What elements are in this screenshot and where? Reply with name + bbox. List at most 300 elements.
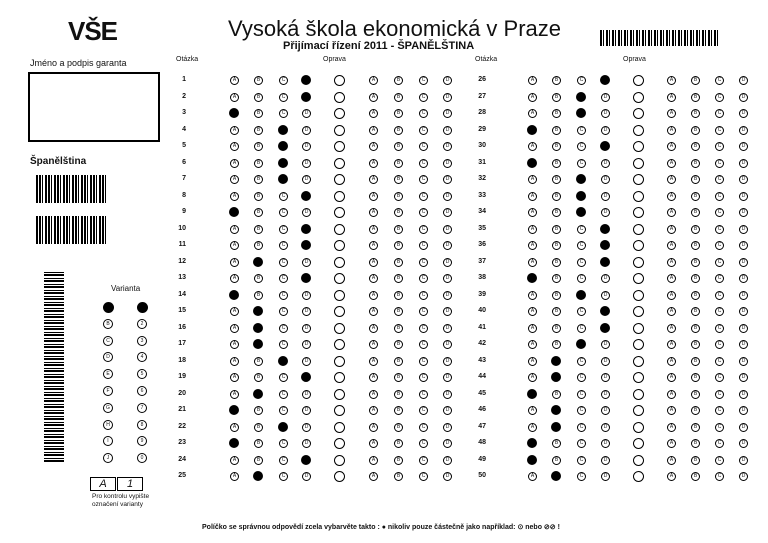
answer-bubble-c[interactable]: C [279,192,288,201]
answer-bubble-c[interactable] [576,339,586,349]
correction-bubble-b[interactable]: B [691,241,700,250]
answer-bubble-d[interactable]: D [302,291,311,300]
correction-circle[interactable] [334,339,345,350]
correction-bubble-b[interactable]: B [394,357,403,366]
correction-bubble-c[interactable]: C [715,76,724,85]
answer-bubble-d[interactable]: D [601,274,610,283]
correction-bubble-d[interactable]: D [443,175,452,184]
answer-bubble-c[interactable]: C [577,258,586,267]
answer-bubble-a[interactable]: A [230,357,239,366]
answer-bubble-a[interactable]: A [528,109,537,118]
answer-bubble-a[interactable]: A [230,456,239,465]
answer-bubble-a[interactable] [527,158,537,168]
correction-bubble-a[interactable]: A [667,192,676,201]
correction-bubble-d[interactable]: D [739,208,748,217]
correction-bubble-b[interactable]: B [691,76,700,85]
correction-bubble-d[interactable]: D [739,175,748,184]
answer-bubble-a[interactable] [527,125,537,135]
answer-bubble-a[interactable] [527,455,537,465]
answer-bubble-c[interactable]: C [279,258,288,267]
correction-bubble-b[interactable]: B [691,423,700,432]
answer-bubble-b[interactable]: B [552,291,561,300]
correction-bubble-d[interactable]: D [739,456,748,465]
correction-bubble-b[interactable]: B [394,423,403,432]
correction-bubble-c[interactable]: C [715,175,724,184]
answer-bubble-d[interactable]: D [601,340,610,349]
correction-bubble-a[interactable]: A [369,208,378,217]
answer-bubble-d[interactable] [600,224,610,234]
correction-bubble-c[interactable]: C [419,340,428,349]
correction-bubble-c[interactable]: C [715,307,724,316]
answer-bubble-b[interactable]: B [254,109,263,118]
correction-bubble-c[interactable]: C [715,93,724,102]
answer-bubble-c[interactable]: C [577,324,586,333]
answer-bubble-b[interactable]: B [254,159,263,168]
answer-bubble-b[interactable]: B [254,373,263,382]
answer-bubble-b[interactable]: B [254,423,263,432]
answer-bubble-a[interactable]: A [230,142,239,151]
correction-bubble-c[interactable]: C [419,439,428,448]
correction-bubble-d[interactable]: D [739,357,748,366]
correction-bubble-a[interactable]: A [667,175,676,184]
correction-bubble-b[interactable]: B [691,192,700,201]
correction-bubble-a[interactable]: A [667,472,676,481]
correction-bubble-a[interactable]: A [369,373,378,382]
correction-bubble-b[interactable]: B [691,274,700,283]
answer-bubble-d[interactable]: D [302,406,311,415]
correction-bubble-c[interactable]: C [715,208,724,217]
answer-bubble-c[interactable]: C [279,291,288,300]
correction-bubble-d[interactable]: D [443,456,452,465]
answer-bubble-b[interactable] [253,323,263,333]
correction-circle[interactable] [334,372,345,383]
answer-bubble-b[interactable]: B [254,241,263,250]
answer-bubble-a[interactable] [527,389,537,399]
correction-bubble-c[interactable]: C [419,258,428,267]
correction-bubble-b[interactable]: B [691,126,700,135]
answer-bubble-d[interactable] [600,323,610,333]
answer-bubble-c[interactable] [278,125,288,135]
answer-bubble-d[interactable]: D [601,390,610,399]
correction-bubble-c[interactable]: C [715,357,724,366]
correction-circle[interactable] [334,125,345,136]
correction-bubble-d[interactable]: D [443,357,452,366]
correction-circle[interactable] [334,257,345,268]
correction-bubble-a[interactable]: A [369,423,378,432]
correction-bubble-a[interactable]: A [369,390,378,399]
answer-bubble-a[interactable]: A [230,192,239,201]
correction-bubble-d[interactable]: D [739,258,748,267]
correction-circle[interactable] [633,257,644,268]
correction-bubble-b[interactable]: B [394,307,403,316]
correction-bubble-d[interactable]: D [443,472,452,481]
answer-bubble-a[interactable] [229,207,239,217]
correction-bubble-c[interactable]: C [715,406,724,415]
correction-bubble-a[interactable]: A [667,159,676,168]
variant-digit-bubble[interactable]: 3 [137,336,147,346]
correction-bubble-b[interactable]: B [394,175,403,184]
answer-bubble-d[interactable]: D [302,423,311,432]
correction-bubble-b[interactable]: B [394,192,403,201]
correction-bubble-d[interactable]: D [443,373,452,382]
correction-bubble-d[interactable]: D [443,208,452,217]
answer-bubble-a[interactable]: A [528,93,537,102]
correction-bubble-d[interactable]: D [443,423,452,432]
correction-bubble-a[interactable]: A [667,258,676,267]
correction-circle[interactable] [633,92,644,103]
correction-bubble-b[interactable]: B [394,406,403,415]
answer-bubble-a[interactable]: A [528,340,537,349]
correction-circle[interactable] [334,207,345,218]
correction-circle[interactable] [334,174,345,185]
correction-bubble-c[interactable]: C [715,109,724,118]
correction-circle[interactable] [633,240,644,251]
answer-bubble-b[interactable] [551,356,561,366]
answer-bubble-c[interactable]: C [577,76,586,85]
answer-bubble-c[interactable]: C [279,406,288,415]
correction-bubble-b[interactable]: B [394,76,403,85]
answer-bubble-c[interactable]: C [279,472,288,481]
answer-bubble-c[interactable]: C [577,373,586,382]
answer-bubble-c[interactable]: C [577,390,586,399]
answer-bubble-b[interactable]: B [552,208,561,217]
answer-bubble-b[interactable]: B [254,357,263,366]
correction-bubble-b[interactable]: B [394,93,403,102]
correction-bubble-a[interactable]: A [667,208,676,217]
answer-bubble-c[interactable] [278,422,288,432]
correction-bubble-c[interactable]: C [715,142,724,151]
answer-bubble-c[interactable] [576,174,586,184]
correction-bubble-d[interactable]: D [739,126,748,135]
correction-bubble-a[interactable]: A [369,274,378,283]
answer-bubble-a[interactable]: A [528,324,537,333]
variant-letter-bubble[interactable]: I [103,436,113,446]
correction-bubble-c[interactable]: C [715,324,724,333]
correction-bubble-d[interactable]: D [739,423,748,432]
correction-bubble-a[interactable]: A [667,423,676,432]
answer-bubble-b[interactable]: B [552,439,561,448]
correction-bubble-c[interactable]: C [419,241,428,250]
correction-bubble-c[interactable]: C [419,274,428,283]
correction-bubble-a[interactable]: A [369,109,378,118]
correction-circle[interactable] [633,224,644,235]
correction-bubble-a[interactable]: A [369,324,378,333]
answer-bubble-a[interactable]: A [230,126,239,135]
answer-bubble-b[interactable]: B [254,76,263,85]
answer-bubble-c[interactable]: C [279,373,288,382]
answer-bubble-a[interactable]: A [230,93,239,102]
answer-bubble-a[interactable]: A [230,159,239,168]
answer-bubble-c[interactable] [278,141,288,151]
answer-bubble-a[interactable]: A [230,241,239,250]
answer-bubble-b[interactable]: B [254,225,263,234]
correction-bubble-c[interactable]: C [715,472,724,481]
answer-bubble-c[interactable]: C [577,423,586,432]
answer-bubble-d[interactable]: D [302,159,311,168]
correction-bubble-b[interactable]: B [691,225,700,234]
correction-bubble-a[interactable]: A [667,76,676,85]
correction-bubble-c[interactable]: C [715,340,724,349]
answer-bubble-b[interactable]: B [254,192,263,201]
answer-bubble-a[interactable]: A [528,307,537,316]
correction-bubble-a[interactable]: A [369,76,378,85]
answer-bubble-b[interactable]: B [552,109,561,118]
correction-bubble-d[interactable]: D [739,472,748,481]
answer-bubble-b[interactable]: B [552,307,561,316]
correction-bubble-a[interactable]: A [667,456,676,465]
variant-digit-bubble[interactable]: 4 [137,352,147,362]
answer-bubble-b[interactable]: B [254,274,263,283]
correction-bubble-c[interactable]: C [419,225,428,234]
correction-bubble-d[interactable]: D [739,390,748,399]
answer-bubble-a[interactable]: A [528,357,537,366]
answer-bubble-b[interactable] [551,471,561,481]
correction-bubble-c[interactable]: C [715,423,724,432]
correction-bubble-c[interactable]: C [715,225,724,234]
variant-box-letter[interactable]: A [90,477,116,491]
answer-bubble-c[interactable]: C [577,142,586,151]
correction-circle[interactable] [334,422,345,433]
correction-bubble-c[interactable]: C [419,126,428,135]
correction-bubble-c[interactable]: C [419,76,428,85]
correction-bubble-d[interactable]: D [739,373,748,382]
variant-letter-bubble[interactable]: E [103,369,113,379]
answer-bubble-b[interactable]: B [552,456,561,465]
answer-bubble-c[interactable]: C [279,324,288,333]
answer-bubble-b[interactable]: B [552,340,561,349]
answer-bubble-d[interactable] [600,240,610,250]
answer-bubble-a[interactable]: A [528,406,537,415]
correction-bubble-c[interactable]: C [715,126,724,135]
correction-circle[interactable] [334,290,345,301]
answer-bubble-d[interactable] [301,224,311,234]
answer-bubble-c[interactable]: C [279,241,288,250]
answer-bubble-a[interactable]: A [528,208,537,217]
variant-letter-bubble[interactable]: F [103,386,113,396]
correction-bubble-c[interactable]: C [715,390,724,399]
answer-bubble-a[interactable] [229,108,239,118]
correction-bubble-d[interactable]: D [443,76,452,85]
correction-bubble-c[interactable]: C [419,291,428,300]
correction-bubble-b[interactable]: B [691,109,700,118]
answer-bubble-d[interactable]: D [302,258,311,267]
correction-bubble-c[interactable]: C [419,208,428,217]
correction-bubble-c[interactable]: C [715,258,724,267]
answer-bubble-d[interactable]: D [601,291,610,300]
answer-bubble-c[interactable]: C [577,439,586,448]
correction-circle[interactable] [334,438,345,449]
variant-digit-bubble[interactable]: 7 [137,403,147,413]
correction-circle[interactable] [633,339,644,350]
correction-bubble-b[interactable]: B [691,357,700,366]
answer-bubble-a[interactable]: A [230,225,239,234]
answer-bubble-d[interactable]: D [302,324,311,333]
answer-bubble-b[interactable] [253,389,263,399]
correction-bubble-d[interactable]: D [739,307,748,316]
answer-bubble-a[interactable]: A [528,423,537,432]
answer-bubble-d[interactable] [301,191,311,201]
answer-bubble-c[interactable] [576,108,586,118]
answer-bubble-c[interactable]: C [577,357,586,366]
answer-bubble-b[interactable] [253,471,263,481]
correction-circle[interactable] [633,75,644,86]
correction-bubble-a[interactable]: A [667,390,676,399]
correction-bubble-b[interactable]: B [394,109,403,118]
correction-bubble-a[interactable]: A [667,241,676,250]
answer-bubble-d[interactable]: D [302,472,311,481]
answer-bubble-d[interactable]: D [601,192,610,201]
variant-digit-bubble[interactable]: 9 [137,436,147,446]
variant-letter-bubble[interactable]: B [103,319,113,329]
correction-circle[interactable] [334,471,345,482]
answer-bubble-d[interactable] [600,306,610,316]
correction-bubble-c[interactable]: C [419,307,428,316]
correction-bubble-d[interactable]: D [443,241,452,250]
answer-bubble-c[interactable]: C [577,241,586,250]
correction-circle[interactable] [334,75,345,86]
correction-bubble-d[interactable]: D [443,291,452,300]
correction-circle[interactable] [334,405,345,416]
answer-bubble-a[interactable] [229,438,239,448]
correction-bubble-b[interactable]: B [394,159,403,168]
answer-bubble-d[interactable]: D [302,126,311,135]
answer-bubble-a[interactable]: A [230,307,239,316]
correction-bubble-d[interactable]: D [443,340,452,349]
correction-bubble-d[interactable]: D [443,109,452,118]
answer-bubble-d[interactable]: D [601,373,610,382]
answer-bubble-a[interactable] [229,405,239,415]
answer-bubble-a[interactable]: A [528,291,537,300]
answer-bubble-a[interactable] [527,438,537,448]
correction-circle[interactable] [334,323,345,334]
correction-circle[interactable] [633,108,644,119]
correction-bubble-c[interactable]: C [419,142,428,151]
correction-bubble-d[interactable]: D [443,159,452,168]
correction-circle[interactable] [633,471,644,482]
answer-bubble-a[interactable]: A [528,192,537,201]
correction-bubble-d[interactable]: D [443,126,452,135]
answer-bubble-c[interactable]: C [279,439,288,448]
correction-bubble-c[interactable]: C [419,423,428,432]
answer-bubble-b[interactable]: B [552,324,561,333]
correction-bubble-b[interactable]: B [394,142,403,151]
answer-bubble-c[interactable] [278,158,288,168]
correction-bubble-c[interactable]: C [419,159,428,168]
answer-bubble-b[interactable]: B [552,241,561,250]
answer-bubble-c[interactable]: C [279,109,288,118]
correction-bubble-a[interactable]: A [369,192,378,201]
answer-bubble-c[interactable]: C [279,456,288,465]
answer-bubble-a[interactable]: A [230,274,239,283]
correction-bubble-d[interactable]: D [739,76,748,85]
correction-circle[interactable] [633,141,644,152]
answer-bubble-d[interactable] [600,75,610,85]
correction-bubble-c[interactable]: C [419,93,428,102]
answer-bubble-a[interactable]: A [528,472,537,481]
variant-letter-bubble[interactable]: J [103,453,113,463]
answer-bubble-d[interactable]: D [302,340,311,349]
answer-bubble-b[interactable]: B [254,126,263,135]
answer-bubble-a[interactable]: A [230,76,239,85]
correction-circle[interactable] [334,92,345,103]
correction-bubble-d[interactable]: D [443,274,452,283]
correction-bubble-b[interactable]: B [691,324,700,333]
answer-bubble-b[interactable] [253,306,263,316]
answer-bubble-a[interactable]: A [230,423,239,432]
answer-bubble-a[interactable] [527,273,537,283]
correction-bubble-d[interactable]: D [739,340,748,349]
correction-bubble-d[interactable]: D [739,324,748,333]
correction-bubble-b[interactable]: B [691,208,700,217]
correction-bubble-c[interactable]: C [715,456,724,465]
answer-bubble-d[interactable] [600,141,610,151]
answer-bubble-d[interactable]: D [302,175,311,184]
answer-bubble-c[interactable]: C [577,307,586,316]
answer-bubble-a[interactable]: A [528,175,537,184]
correction-bubble-c[interactable]: C [419,373,428,382]
correction-bubble-b[interactable]: B [394,456,403,465]
answer-bubble-b[interactable]: B [552,76,561,85]
correction-circle[interactable] [334,224,345,235]
correction-bubble-a[interactable]: A [369,340,378,349]
correction-bubble-c[interactable]: C [419,390,428,399]
answer-bubble-d[interactable]: D [601,93,610,102]
correction-bubble-a[interactable]: A [667,439,676,448]
answer-bubble-b[interactable] [551,372,561,382]
correction-bubble-d[interactable]: D [739,93,748,102]
correction-bubble-a[interactable]: A [667,274,676,283]
answer-bubble-b[interactable]: B [552,225,561,234]
correction-bubble-a[interactable]: A [369,142,378,151]
variant-digit-bubble[interactable]: 6 [137,386,147,396]
correction-bubble-a[interactable]: A [667,109,676,118]
correction-circle[interactable] [633,290,644,301]
correction-bubble-a[interactable]: A [369,472,378,481]
correction-circle[interactable] [633,422,644,433]
correction-bubble-a[interactable]: A [369,241,378,250]
correction-bubble-d[interactable]: D [443,390,452,399]
correction-bubble-b[interactable]: B [394,225,403,234]
correction-bubble-d[interactable]: D [739,159,748,168]
answer-bubble-c[interactable]: C [279,340,288,349]
answer-bubble-c[interactable]: C [577,406,586,415]
answer-bubble-d[interactable]: D [601,109,610,118]
answer-bubble-d[interactable] [301,273,311,283]
correction-bubble-b[interactable]: B [691,307,700,316]
correction-bubble-b[interactable]: B [691,340,700,349]
answer-bubble-b[interactable]: B [552,192,561,201]
correction-bubble-a[interactable]: A [369,406,378,415]
answer-bubble-a[interactable]: A [230,258,239,267]
answer-bubble-c[interactable]: C [577,274,586,283]
correction-circle[interactable] [633,125,644,136]
answer-bubble-a[interactable]: A [230,390,239,399]
answer-bubble-d[interactable]: D [601,357,610,366]
correction-bubble-d[interactable]: D [443,258,452,267]
answer-bubble-a[interactable]: A [230,472,239,481]
answer-bubble-d[interactable]: D [302,439,311,448]
correction-circle[interactable] [334,240,345,251]
correction-bubble-d[interactable]: D [443,439,452,448]
correction-bubble-d[interactable]: D [443,93,452,102]
correction-bubble-c[interactable]: C [715,274,724,283]
correction-bubble-b[interactable]: B [394,274,403,283]
answer-bubble-a[interactable]: A [230,340,239,349]
answer-bubble-d[interactable]: D [302,307,311,316]
signature-box[interactable] [28,72,160,142]
correction-bubble-c[interactable]: C [715,439,724,448]
answer-bubble-d[interactable]: D [601,472,610,481]
